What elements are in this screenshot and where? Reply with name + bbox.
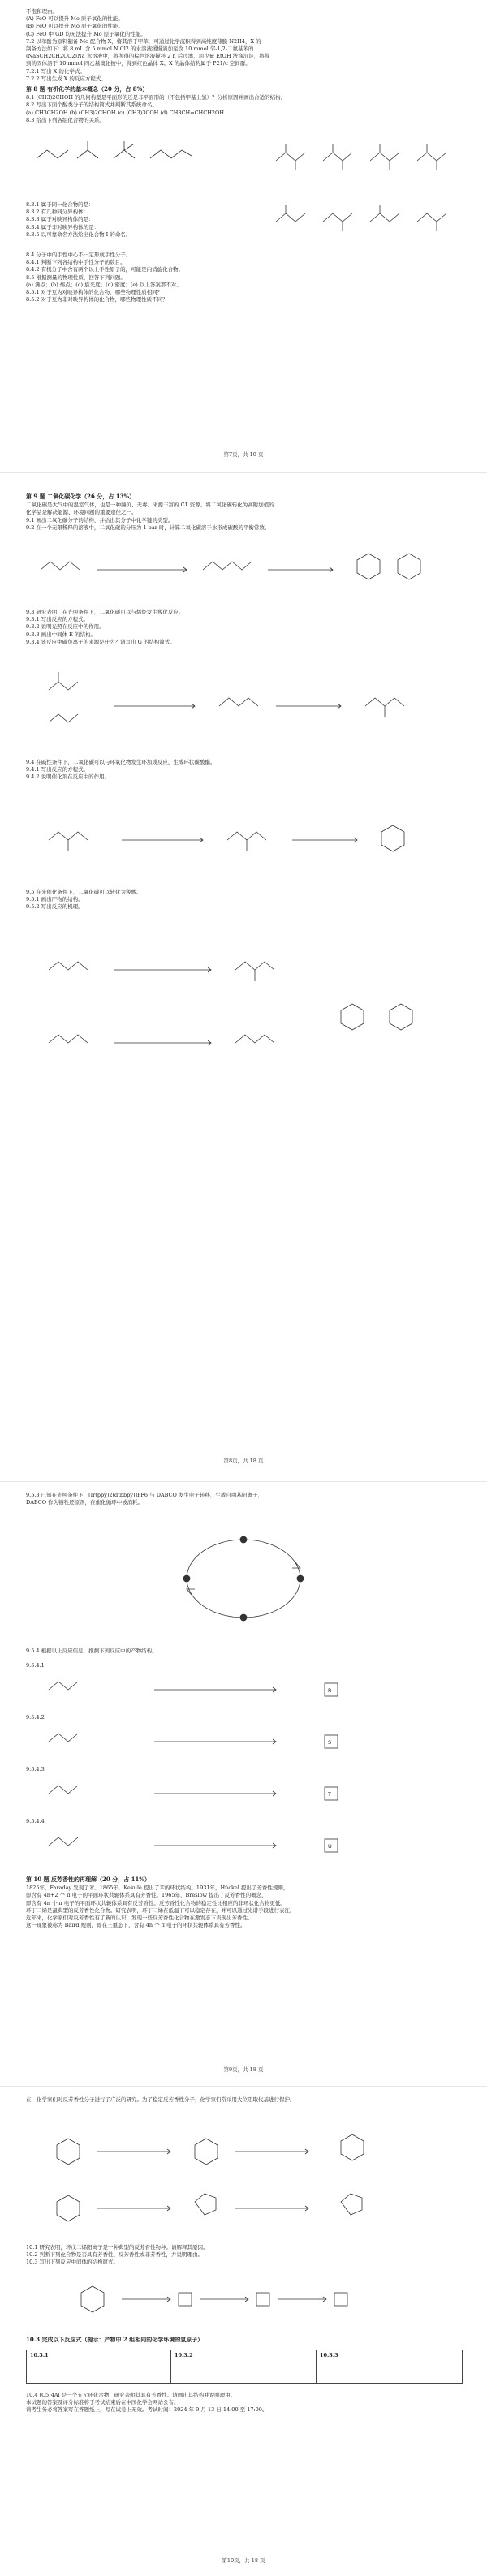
text-line: 8.1 (CH3)2CHOH 的几何构型是平面形的还是非平面形的（不包括甲基上氢）？分析原因并画出合适的结构。 [26,94,287,101]
page-2-intro [26,490,461,532]
text-line: 8.4 分子中的手性中心不一定形成手性分子。 [26,252,131,258]
product-structure [381,825,404,851]
reactant-structure [49,1035,88,1043]
text-line: 8.3.5 以可靠命名方法给出化合物 I 的命名。 [26,230,131,238]
intermediate-structure [219,698,258,706]
text-line: 9.5.4 根据以上反应信息，推测下列反应中的产物结构。 [26,1648,157,1654]
text-line: (NaSCH2CH2CO2)Na 水溶液中，将所得的棕色溶液搅拌 2 h 后过滤，用少量 EtOH 洗涤沉淀，将得 [26,53,270,60]
page-3-section-10 [26,1873,461,1929]
molecule-h [417,144,446,170]
page-footer: 第7页，共 18 页 [223,451,264,458]
text-line: (a) 沸点；(b) 熔点；(c) 旋光度；(d) 密度；(e) 以上答案都不对。 [26,281,182,288]
text-line: (a) CH3CH2OH (b) (CH3)2CHOH (c) (CH3)3COH (d) CH3CH=CHCH2OH [26,109,225,116]
stereoisomer-structures-i-l [268,199,463,248]
sub-reaction-3 [32,1776,455,1811]
reaction-arrow [97,2206,170,2211]
answer-box [179,2293,192,2306]
cycle-arrow [292,1562,300,1568]
text-line: 8.5.1 对于互为对映异构体的化合物，哪些物理性质相同？ [26,289,163,296]
reaction-scheme-10 [32,2113,455,2234]
page-3-question [26,1648,461,1655]
page-3-intro [26,1492,461,1506]
reaction-arrow [154,1687,276,1692]
text-line: 10.1 研究表明，环戊二烯阳离子是一种典型的反芳香性物种。请解释其原因。 [26,2244,209,2251]
text-line: 在，化学家们对反芳香性分子进行了广泛的研究。为了稳定反芳香性分子，化学家们常采用大位阻取代基进行保护。 [26,2096,295,2103]
table-title: 10.3 完成以下反应式（提示：产物中 2 组相同的化学环境的氢原子） [26,2336,204,2343]
text-line: 8.5.2 对于互为非对映异构体的化合物，哪些物理性质不同？ [26,296,168,304]
molecule-j [323,213,352,231]
reaction-arrow [278,2297,326,2302]
reaction-arrow [114,704,195,709]
text-line: 近年来，化学家们对反芳香性有了新的认识，发现一些反芳香性化合物在激发态下表现出芳香性。 [26,1915,253,1922]
reaction-arrow [97,567,187,572]
text-line: 9.5.1 画出产物的结构。 [26,896,84,903]
product-ring [341,2134,364,2160]
reaction-arrow [154,1843,276,1848]
text-line: (A) FeO 可以提升 Mo 原子氧化的性能。 [26,15,123,23]
text-line: 8.3 给出下列各组化合物的关系。 [26,116,105,123]
page-2-section-9-4 [26,759,461,782]
text-line: 环丁二烯是最典型的反芳香性化合物。研究表明，环丁二烯在低温下可以稳定存在，并可以通过光谱手段进行表征。 [26,1906,295,1914]
reaction-scheme-9-2 [32,537,455,602]
molecule-e [276,144,305,170]
reactant-ring [57,2195,80,2221]
reaction-arrow [276,704,341,709]
text-line: (C) FeO 中 GD 均无法提升 Mo 原子氧化的性能。 [26,30,146,37]
molecule-k [370,205,399,222]
reactant-ring [57,2139,80,2165]
molecule-b [77,141,98,158]
catalyst-structure [390,1004,412,1030]
page-2-section-9-3 [26,609,461,646]
answer-box [334,2293,347,2306]
reaction-arrow [235,2206,308,2211]
answer-cell[interactable]: 10.3.3 [320,2352,338,2358]
text-line: 9.5 在光催化条件下，二氧化碳可以转化为羧酸。 [26,889,142,895]
page-4-intro [26,2096,461,2104]
text-line: 8.4.2 有机分子中含有两个以上手性原子的，可能是内消旋化合物。 [26,266,184,274]
text-line: 9.3.1 写出反应的方程式。 [26,616,89,623]
text-line: 10.3 写出下列反应中间体的结构简式。 [26,2259,119,2266]
text-line: 化学品是解决能源、环境问题的重要途径之一。 [26,509,137,516]
catalyst-node [183,1575,190,1582]
page-3 [0,1485,487,2082]
sub-reaction-label: 9.5.4.3 [26,1766,45,1773]
section-heading: 第 10 题 反芳香性的再理解（20 分，占 11%） [26,1876,151,1883]
text-line: 7.2.1 写出 X 的化学式。 [26,67,85,75]
stereoisomer-structures-e-h [268,136,463,193]
reaction-arrow [114,1040,211,1045]
text-line: 制备方法如下：将 8 mL 含 5 mmol NiCl2 的水溶液缓慢滴加至含 10 mmol 邻-1,2-二氨基苯的 [26,45,254,53]
reaction-arrow [235,2149,308,2154]
page-footer: 第9页，共 18 页 [223,2066,264,2073]
reactant-structure [41,562,80,570]
product-structure [235,1035,274,1043]
text-line: DABCO 作为牺牲还原剂，在催化循环中被消耗。 [26,1499,144,1506]
reaction-arrow [200,2297,248,2302]
text-line: 10.4 (C5)4Al 是一个五元环化合物，研究表明其具有芳香性。请画出其结构并说明理由。 [26,2392,236,2398]
catalyst-structure [341,1004,364,1030]
text-line: (B) FeO 可以提升 Mo 原子氧化的性能。 [26,23,124,30]
page-2-section-9-5 [26,889,461,911]
molecule-l [417,213,446,231]
reactant-structure [49,832,88,851]
text-line: 7.2 以苯酚为原料制备 Mo 配合物 X，将其溶于甲苯，可通过化学沉积得到高纯度薄膜 N2H4，X 的 [26,37,261,45]
catalyst-node [297,1575,304,1582]
text-line: 即含有 4n 个 π 电子的平面环状共轭体系具有反芳香性。反芳香性化合物的稳定性比相应的非环状化合物更低。 [26,1899,286,1906]
intermediate-ring [195,2194,216,2215]
intermediate-ring [195,2139,218,2165]
reaction-scheme-9-5 [32,921,455,1083]
text-line: 9.1 画出二氧化碳分子的结构，并给出其分子中化学键的类型。 [26,516,174,523]
sub-reaction-4 [32,1828,455,1863]
reactant-structure [49,714,78,722]
reaction-arrow [292,838,357,842]
photocatalytic-cycle [122,1518,365,1639]
product-ring [398,554,420,579]
molecule-c [114,141,135,158]
reaction-scheme-10-3 [32,2272,455,2329]
text-line: 8.3.1 属于同一化合物的是： [26,201,94,208]
text-line: 9.4.1 写出反应的方程式。 [26,766,89,773]
text-line: 二氧化碳是大气中的温室气体，也是一种廉价、无毒、来源丰富的 C1 资源。将二氧化碳转化为高附加值的 [26,502,274,509]
sub-reaction-label: 9.5.4.1 [26,1662,45,1669]
text-line: 8.3.3 属于对映异构体的是： [26,216,94,223]
page-1-text [26,8,461,124]
catalyst-node [240,1614,247,1621]
answer-cell[interactable]: 10.3.2 [171,2350,317,2383]
intermediate-structure [227,832,266,851]
answer-box [325,1787,338,1800]
product-label: U [328,1843,332,1850]
reactant-structure [49,1837,78,1846]
text-line: 这一现象被称为 Baird 规则，即在三重态下，含有 4n 个 π 电子的环状共轭体系具有芳香性。 [26,1922,246,1929]
text-line: 请考生务必将答案写在答题纸上，写在试卷上无效。考试时间：2024 年 9 月 13 日 14:00 至 17:00。 [26,2406,268,2414]
text-line: 9.3.3 画出中间体 E 的结构。 [26,631,96,638]
product-label: S [328,1739,332,1746]
answer-table-title [26,2336,461,2343]
page-4-questions [26,2244,461,2267]
page-1-questions-2 [26,252,461,304]
text-line: 9.3.2 说明光照在反应中的作用。 [26,623,105,631]
reaction-arrow [268,567,333,572]
text-line: 即含有 4n+2 个 π 电子的平面环状共轭体系具有芳香性。1965年，Breslow 提出了反芳香性的概念， [26,1892,267,1899]
section-heading: 第 9 题 二氧化碳化学（26 分，占 13%） [26,493,136,500]
text-line: 9.5.2 写出反应的机理。 [26,903,84,911]
text-line: 7.2.2 写出生成 X 的反应方程式。 [26,75,106,82]
text-line: 不饱和理由。 [26,8,58,15]
reaction-arrow [114,967,211,972]
reaction-scheme-9-3 [32,657,455,747]
reactant-structure [49,962,88,970]
text-line: 9.2 在一个无限稀释的溶液中，二氧化碳的分压为 1 bar 时，计算二氧化碳溶于水形成碳酸的平衡常数。 [26,523,270,531]
text-line: 8.3.2 有几种同分异构体： [26,209,89,216]
product-ring [357,554,380,579]
sub-reaction-1 [32,1672,455,1708]
molecule-f [323,144,352,170]
reaction-arrow [122,2297,170,2302]
text-line: 本试题的答案及评分标准将于考试结束后在中国化学会网站公布。 [26,2399,179,2406]
page-footer: 第8页，共 18 页 [223,1458,264,1464]
product-ring [341,2194,362,2215]
reaction-scheme-9-4 [32,791,455,881]
reactant-structure [49,1734,78,1742]
text-line: 8.4.1 判断下列各结构中手性分子的数目。 [26,259,126,266]
molecule-d [150,150,192,158]
molecule-g [370,144,399,170]
product-label: R [328,1687,332,1694]
page-separator [0,1481,487,1482]
text-line: 1825年，Faraday 发现了苯。1865年，Kekulé 提出了苯的环状结构。1931年，Hückel 提出了芳香性规则， [26,1885,289,1892]
reactant-ring [81,2286,104,2312]
product-structure [365,698,404,717]
reactant-structure [49,1682,78,1690]
product-label: T [328,1791,331,1798]
alcohol-structures-a-d [32,138,195,170]
page-4 [0,2090,487,2576]
page-separator [0,2086,487,2087]
page-4-closing [26,2392,461,2414]
reaction-arrow [154,1791,276,1796]
answer-table [26,2350,463,2384]
reactant-structure [49,672,78,690]
text-line: 9.3 研究表明，在光照条件下，二氧化碳可以与烯烃发生羧化反应。 [26,609,184,615]
text-line: 9.3.4 该反应中碳负离子的来源是什么？请写出 G 的结构简式。 [26,638,175,645]
reaction-arrow [97,2149,170,2154]
catalytic-cycle-ring [187,1540,300,1618]
text-line: 9.5.3 已知在光照条件下，[Ir(ppy)2(dtbbpy)]PF6 与 DABCO 发生电子转移，生成自由基阳离子， [26,1492,263,1498]
answer-box [256,2293,269,2306]
text-line: 8.2 写出下面个醇类分子的结构简式并判断其系统命名。 [26,101,157,109]
sub-reaction-label: 9.5.4.2 [26,1714,45,1721]
text-line: 到的固体溶于 10 mmol 四乙基溴化铵中，得到红色晶体 X。X 的晶体结构属于 P21/c 空间群。 [26,60,251,67]
text-line: 8.5 根据测量的物理性质，回答下列问题。 [26,274,126,281]
text-line: 8.3.4 属于非对映异构体的是： [26,223,100,230]
intermediate-structure [203,562,252,570]
page-1 [0,0,487,467]
sub-reaction-label: 9.5.4.4 [26,1818,45,1824]
reactant-structure [49,1786,78,1794]
molecule-a [37,150,68,158]
answer-cell[interactable]: 10.3.1 [27,2350,171,2383]
text-line: 9.4 在碱性条件下，二氧化碳可以与环氧化物发生环加成反应，生成环状碳酸酯。 [26,759,216,765]
reaction-arrow [122,838,203,842]
cycle-arrow [187,1589,195,1595]
text-line: 10.2 判断下列化合物是否具有芳香性、反芳香性或非芳香性，并说明理由。 [26,2251,204,2259]
page-2 [0,479,487,1477]
molecule-i [276,205,305,222]
reaction-arrow [154,1739,276,1744]
product-structure [235,962,274,981]
sub-reaction-2 [32,1724,455,1760]
section-heading: 第 8 题 有机化学的基本概念（20 分，占 8%） [26,85,149,93]
page-footer: 第10页，共 18 页 [222,2557,265,2564]
page-separator [0,472,487,473]
text-line: 9.4.2 说明催化剂在反应中的作用。 [26,773,110,781]
page-1-questions [26,201,261,239]
catalyst-node [240,1536,247,1543]
